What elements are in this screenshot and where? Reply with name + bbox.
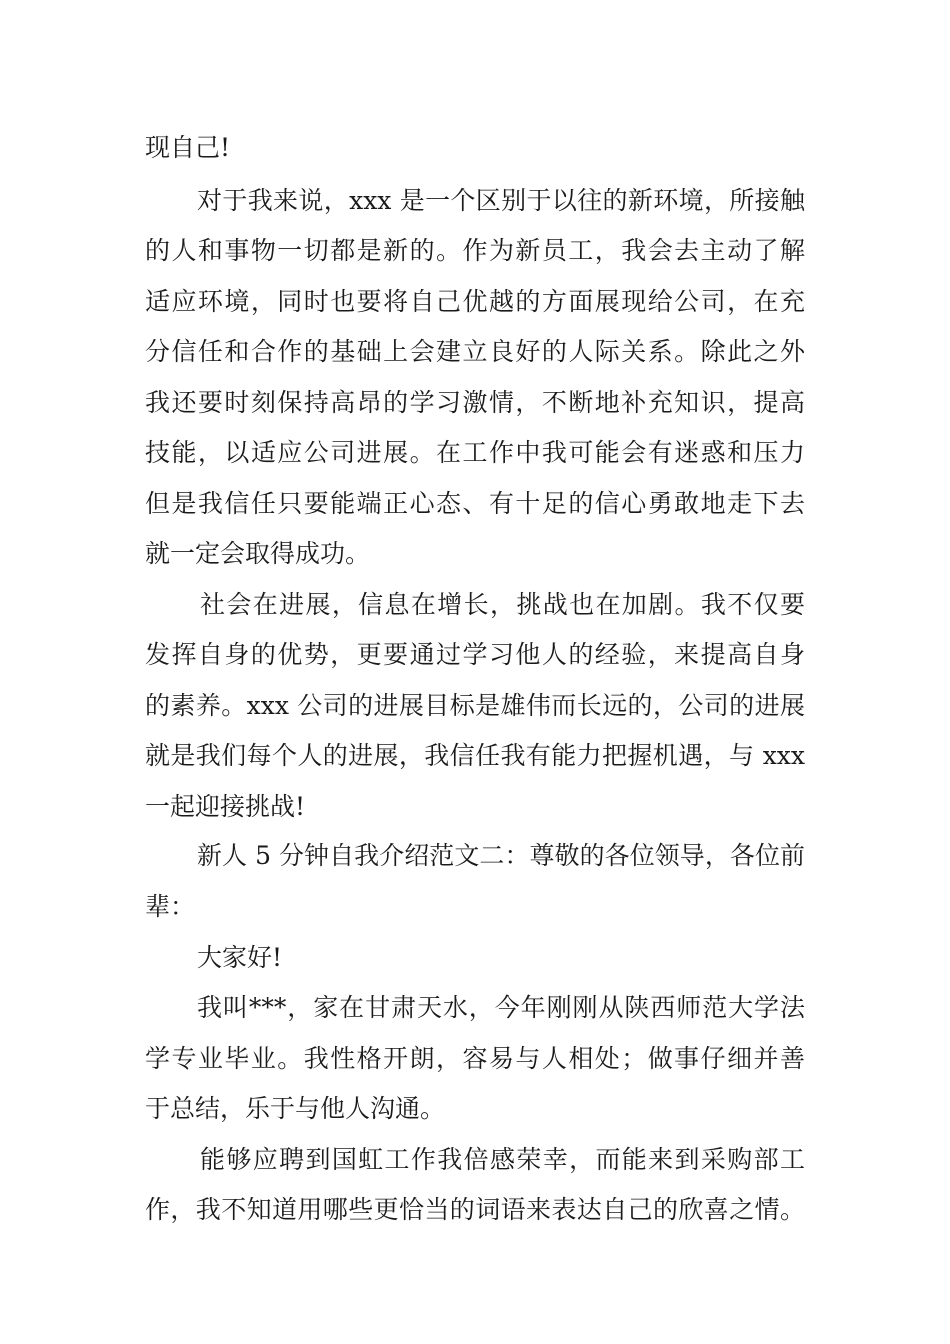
text-line: 发挥自身的优势，更要通过学习他人的经验，来提高自身 [145,640,805,669]
text-line: 就是我们每个人的进展，我信任我有能力把握机遇，与 xxx [145,741,805,770]
greeting-line: 大家好! [197,943,283,972]
paragraph-first-line: 社会在进展，信息在增长，挑战也在加剧。我不仅要 [200,590,805,619]
text-line: 于总结，乐于与他人沟通。 [145,1094,446,1123]
text-line: 分信任和合作的基础上会建立良好的人际关系。除此之外 [145,337,805,366]
paragraph-first-line: 能够应聘到国虹工作我倍感荣幸，而能来到采购部工 [200,1145,805,1174]
text-line: 我还要时刻保持高昂的学习激情，不断地补充知识，提高 [145,388,805,417]
text-line: 学专业毕业。我性格开朗，容易与人相处；做事仔细并善 [145,1044,805,1073]
text-line: 就一定会取得成功。 [145,539,371,568]
text-line: 作，我不知道用哪些更恰当的词语来表达自己的欣喜之情。 [145,1195,805,1224]
text-line: 但是我信任只要能端正心态、有十足的信心勇敢地走下去 [145,489,805,518]
paragraph-first-line: 对于我来说，xxx 是一个区别于以往的新环境，所接触 [197,186,805,215]
paragraph-first-line: 新人 5 分钟自我介绍范文二：尊敬的各位领导，各位前 [197,841,805,870]
text-line: 的素养。xxx 公司的进展目标是雄伟而长远的，公司的进展 [145,691,805,720]
text-line: 的人和事物一切都是新的。作为新员工，我会去主动了解 [145,236,805,265]
text-line: 辈： [145,892,196,921]
text-line: 一起迎接挑战! [145,792,306,821]
paragraph-first-line: 我叫***，家在甘肃天水，今年刚刚从陕西师范大学法 [197,993,805,1022]
text-line: 现自己! [145,133,231,162]
text-line: 适应环境，同时也要将自己优越的方面展现给公司，在充 [145,287,805,316]
text-line: 技能，以适应公司进展。在工作中我可能会有迷惑和压力 [145,438,805,467]
